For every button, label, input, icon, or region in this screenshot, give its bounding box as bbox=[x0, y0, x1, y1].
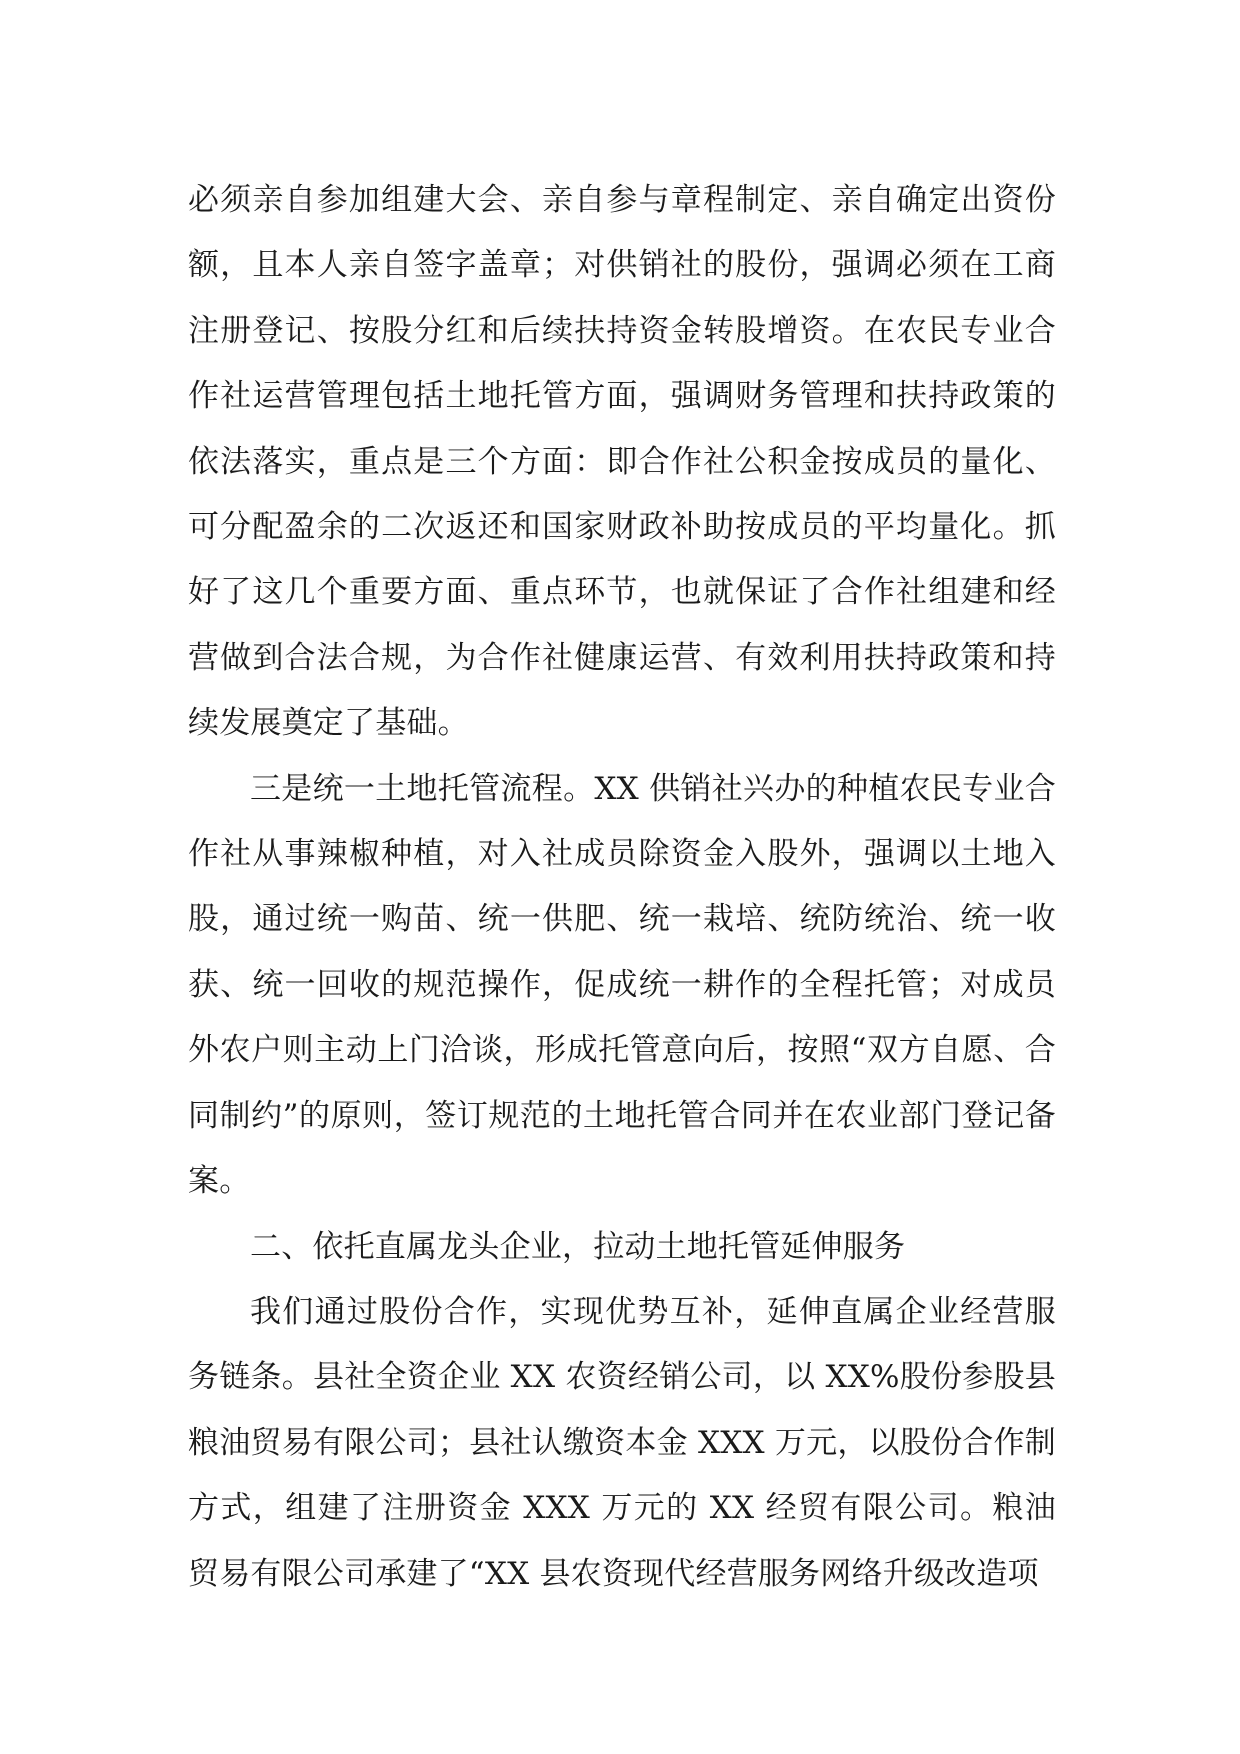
document-page bbox=[188, 168, 1056, 1607]
section-heading: 二、依托直属龙头企业，拉动土地托管延伸服务 bbox=[250, 1228, 906, 1265]
body-paragraph-2: 三是统一土地托管流程。XX 供销社兴办的种植农民专业合作社从事辣椒种植，对入社成员除资金入股外，强调以土地入股，通过统一购苗、统一供肥、统一栽培、统防统治、统一收获、统一回收的规范操作，促成统一耕作的全程托管；对成员外农户则主动上门洽谈，形成托管意向后，按照“双方自愿、合同制约”的原则，签订规范的土地托管合同并在农业部门登记备案。 bbox=[188, 770, 1056, 1200]
body-paragraph-1: 必须亲自参加组建大会、亲自参与章程制定、亲自确定出资份额，且本人亲自签字盖章；对供销社的股份，强调必须在工商注册登记、按股分红和后续扶持资金转股增资。在农民专业合作社运营管理包括土地托管方面，强调财务管理和扶持政策的依法落实，重点是三个方面：即合作社公积金按成员的量化、可分配盈余的二次返还和国家财政补助按成员的平均量化。抓好了这几个重要方面、重点环节，也就保证了合作社组建和经营做到合法合规，为合作社健康运营、有效利用扶持政策和持续发展奠定了基础。 bbox=[188, 182, 1056, 742]
body-paragraph-3: 我们通过股份合作，实现优势互补，延伸直属企业经营服务链条。县社全资企业 XX 农资经销公司，以 XX%股份参股县粮油贸易有限公司；县社认缴资本金 XXX 万元，以股份合作制方式，组建了注册资金 XXX 万元的 XX 经贸有限公司。粮油贸易有限公司承建了“XX 县农资现代经营服务网络升级改造项 bbox=[188, 1293, 1056, 1592]
